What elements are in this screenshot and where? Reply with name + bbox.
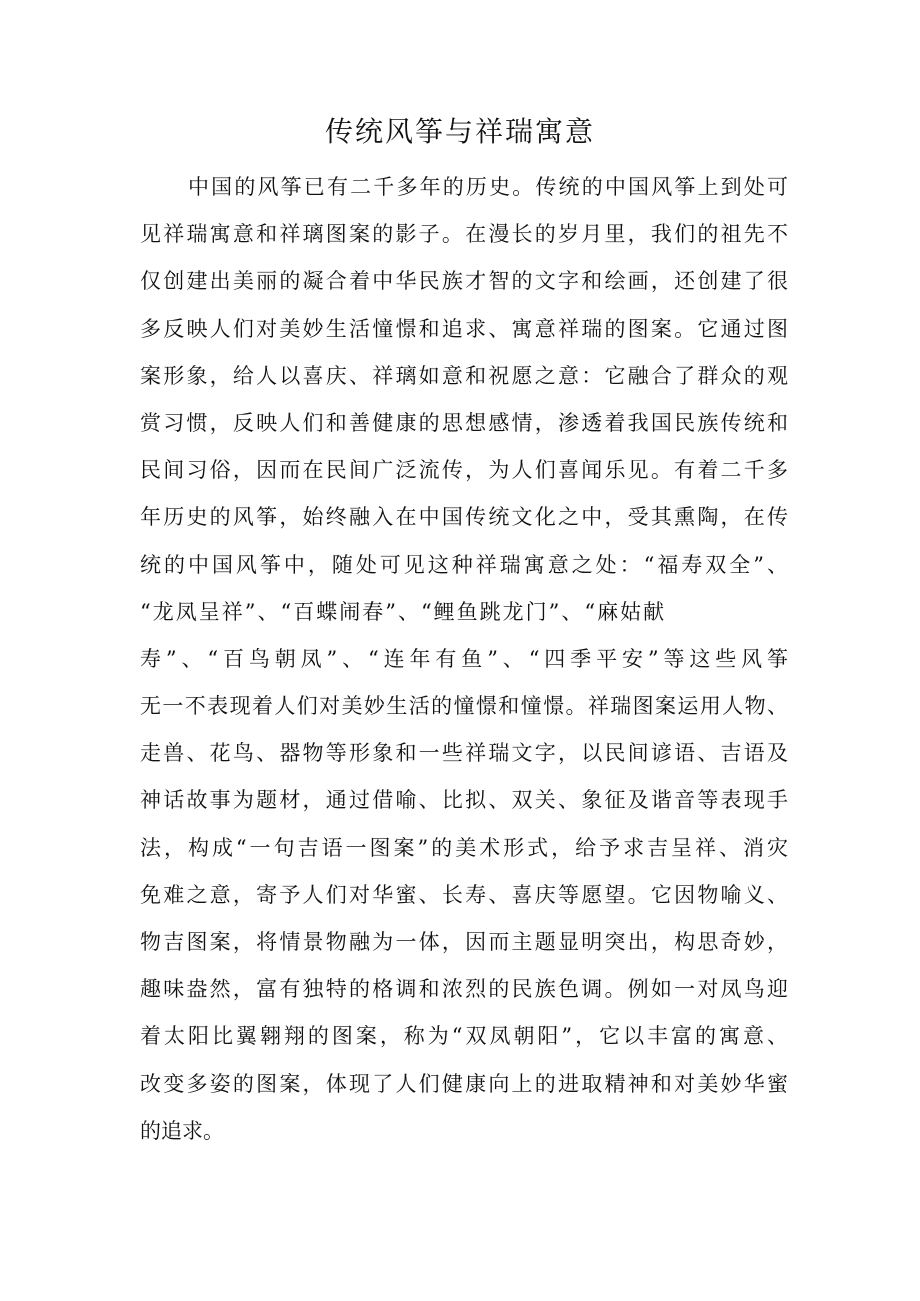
paragraph-line: 着太阳比翼翱翔的图案，称为“双凤朝阳”，它以丰富的寓意、 [140,1024,788,1049]
paragraph-line: 中国的风筝已有二千多年的历史。传统的中国风筝上到处可 [188,175,788,199]
paragraph-line: 统的中国风筝中，随处可见这种祥瑞寓意之处：“福寿双全”、 [140,552,788,577]
paragraph-line: 年历史的风筝，始终融入在中国传统文化之中，受其熏陶，在传 [140,505,788,530]
paragraph-line: “龙凤呈祥”、“百蝶闹春”、“鲤鱼跳龙门”、“麻姑献 [140,599,667,624]
paragraph-line: 神话故事为题材，通过借喻、比拟、双关、象征及谐音等表现手 [140,788,788,813]
paragraph-line: 寿”、“百鸟朝凤”、“连年有鱼”、“四季平安”等这些风筝 [140,646,788,671]
page-title: 传统风筝与祥瑞寓意 [324,115,595,148]
paragraph-line: 免难之意，寄予人们对华蜜、长寿、喜庆等愿望。它因物喻义、 [140,882,788,907]
paragraph-line: 案形象，给人以喜庆、祥璃如意和祝愿之意：它融合了群众的观 [140,363,788,388]
paragraph-line: 仅创建出美丽的凝合着中华民族才智的文字和绘画，还创建了很 [140,269,788,294]
paragraph-line: 走兽、花鸟、器物等形象和一些祥瑞文字，以民间谚语、吉语及 [140,741,788,766]
paragraph-line: 见祥瑞寓意和祥璃图案的影子。在漫长的岁月里，我们的祖先不 [140,222,788,247]
paragraph-line: 法，构成“一句吉语一图案”的美术形式，给予求吉呈祥、消灾 [140,835,788,860]
paragraph-line: 的追求。 [140,1118,224,1143]
paragraph-line: 赏习惯，反映人们和善健康的思想感情，渗透着我国民族传统和 [140,410,788,435]
paragraph-line: 民间习俗，因而在民间广泛流传，为人们喜闻乐见。有着二千多 [140,458,788,483]
paragraph-line: 改变多姿的图案，体现了人们健康向上的进取精神和对美妙华蜜 [140,1071,788,1096]
body-paragraph [140,164,788,1155]
paragraph-line: 多反映人们对美妙生活憧憬和追求、寓意祥瑞的图案。它通过图 [140,316,788,341]
paragraph-line: 无一不表现着人们对美妙生活的憧憬和憧憬。祥瑞图案运用人物、 [140,694,788,719]
paragraph-line: 趣味盎然，富有独特的格调和浓烈的民族色调。例如一对凤鸟迎 [140,977,788,1002]
paragraph-line: 物吉图案，将情景物融为一体，因而主题显明突出，构思奇妙， [140,930,788,954]
